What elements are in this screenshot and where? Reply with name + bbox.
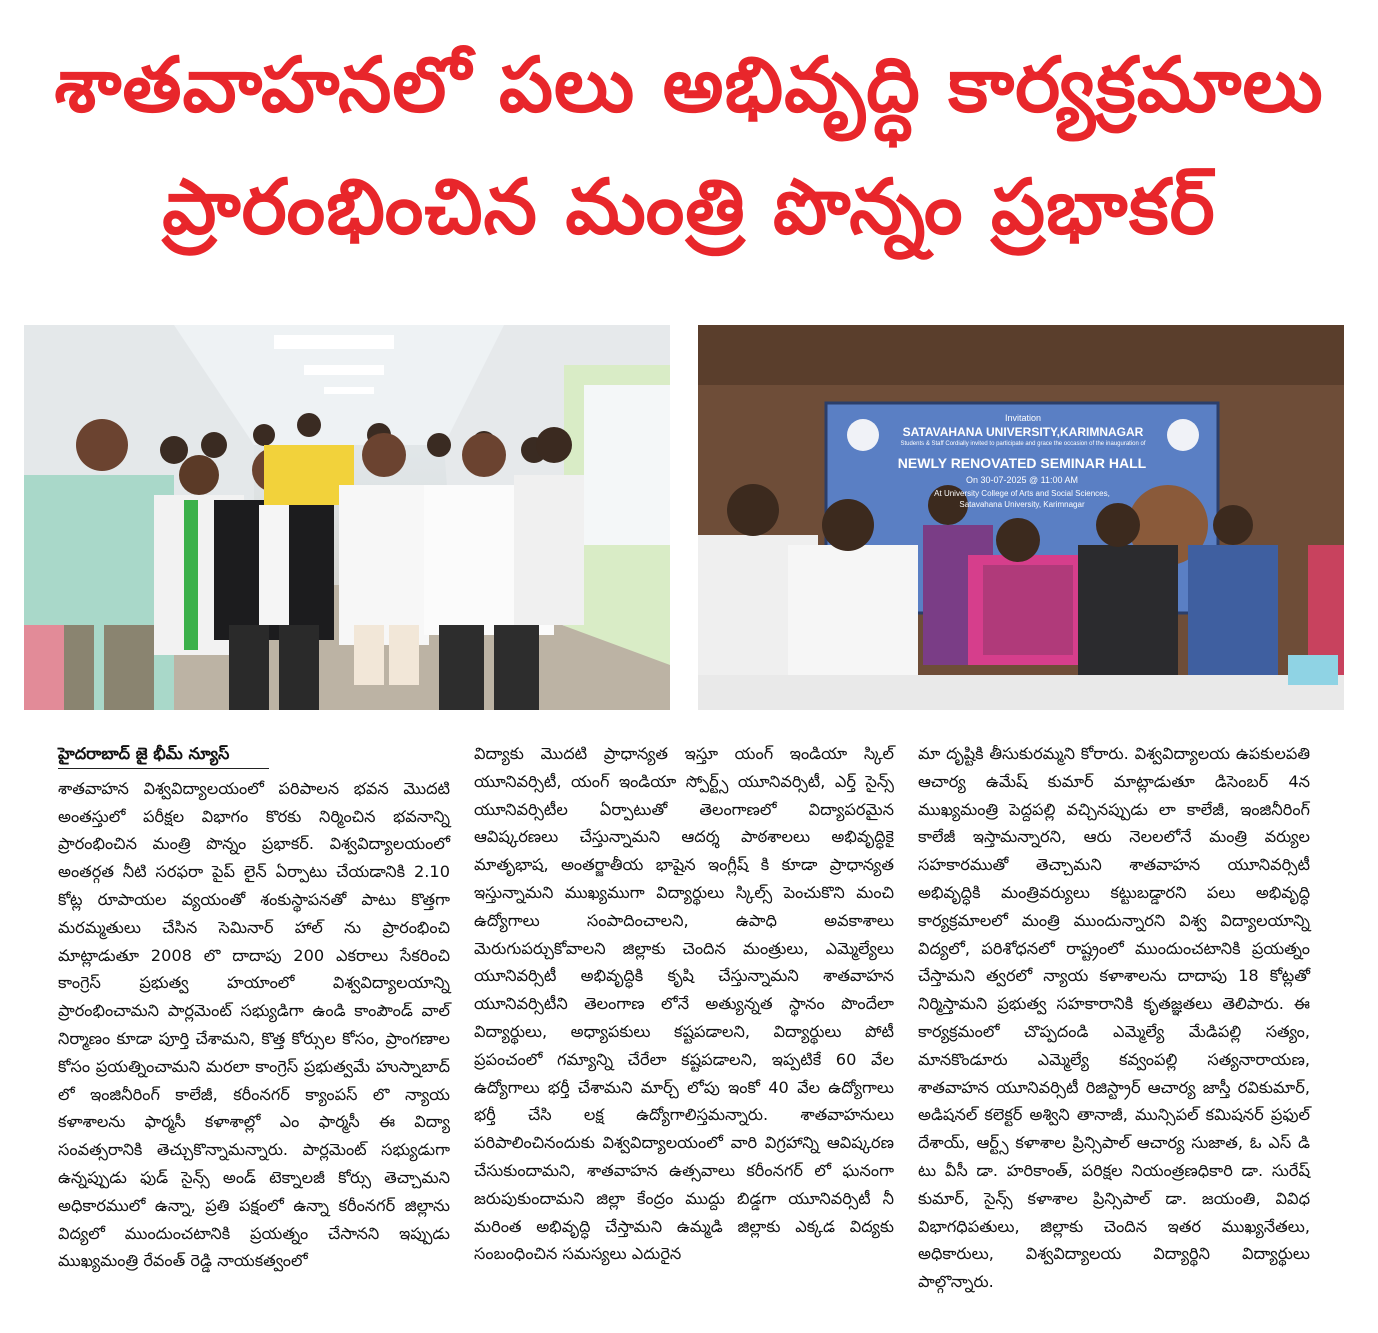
screen-subline: Students & Staff Cordially invited to participate and grace the occasion of the inauguration of bbox=[900, 441, 1146, 447]
article-column-3 bbox=[918, 740, 1310, 1296]
photo-seminar-hall bbox=[698, 325, 1344, 710]
screen-venue-1: At University College of Arts and Social Sciences, bbox=[934, 489, 1110, 498]
article-column-1 bbox=[58, 740, 450, 1275]
article-column-1-text: శాతవాహన విశ్వవిద్యాలయంలో పరిపాలన భవన మొదటి అంతస్తులో పరీక్షల విభాగం కొరకు నిర్మించిన భవనాన్ని ప్రారంభించిన మంత్రి పొన్నం ప్రభాకర్. విశ్వవిద్యాలయంలో అంతర్గత నీటి సరఫరా పైప్ లైన్ ఏర్పాటు చేయడానికి 2.10 కోట్ల రూపాయల వ్యయంతో శంకుస్థాపనతో పాటు కొత్తగా మరమ్మతులు చేసిన సెమినార్ హాల్ ను ప్రారంభించి మాట్లాడుతూ 2008 లొ దాదాపు 200 ఎకరాలు సేకరించి కాంగ్రెస్ ప్రభుత్వ హయాంలో విశ్వవిద్యాలయాన్ని ప్రారంభించామని పార్లమెంట్ సభ్యుడిగా ఉండి కాంపౌండ్ వాల్ నిర్మాణం కూడా పూర్తి చేశామని, కొత్త కోర్సుల కోసం, ప్రాంగణాల కోసం ప్రయత్నించామని మరలా కాంగ్రెస్ ప్రభుత్వమే హుస్నాబాద్ లో ఇంజినీరింగ్ కాలేజీ, కరీంనగర్ క్యాంపస్ లొ న్యాయ కళాశాలను ఫార్మసీ కళాశాల్లో ఎం ఫార్మసీ ఈ విద్యా సంవత్సరానికి తెచ్చుకొన్నామన్నారు. పార్లమెంట్ సభ్యుడుగా ఉన్నప్పుడు ఫుడ్ సైన్స్ అండ్ టెక్నాలజీ కోర్సు తెచ్చామని అధికారములో ఉన్నా, ప్రతి పక్షంలో ఉన్నా కరీంనగర్ జిల్లాను విద్యలో ముందుంచటానికి ప్రయత్నం చేసానని ఇప్పుడు ముఖ్యమంత్రి రేవంత్ రెడ్డి నాయకత్వంలో bbox=[58, 778, 450, 1271]
corridor-illustration bbox=[24, 325, 670, 710]
headline-line-2: ప్రారంభించిన మంత్రి పొన్నం ప్రభాకర్ bbox=[162, 162, 1216, 251]
screen-university: SATAVAHANA UNIVERSITY,KARIMNAGAR bbox=[902, 425, 1144, 439]
byline: హైదరాబాద్ జై భీమ్ న్యూస్ bbox=[58, 740, 269, 769]
photo-corridor-walk bbox=[24, 325, 670, 710]
headline-line-1: శాతవాహనలో పలు అభివృద్ధి కార్యక్రమాలు bbox=[54, 40, 1324, 129]
article-column-3-text: మా దృష్టికి తీసుకురమ్మని కోరారు. విశ్వవిద్యాలయ ఉపకులపతి ఆచార్య ఉమేష్ కుమార్ మాట్లాడుతూ డిసెంబర్ 4న ముఖ్యమంత్రి పెద్దపల్లి వచ్చినప్పుడు లా కాలేజీ, ఇంజినీరింగ్ కాలేజీ ఇస్తామన్నారని, ఆరు నెలలలోనే మంత్రి వర్యుల సహకారముతో తెచ్చామని శాతవాహన యూనివర్సిటీ అభివృద్ధికి మంత్రివర్యులు కట్టుబడ్డారని పలు అభివృద్ధి కార్యక్రమాలలో మంత్రి ముందున్నారని విశ్వ విద్యాలయాన్ని విద్యలో, పరిశోధనలో రాష్ట్రంలో ముందుంచటానికి ప్రయత్నం చేస్తామని త్వరలో న్యాయ కళాశాలను దాదాపు 18 కోట్లతో నిర్మిస్తామని ప్రభుత్వ సహకారానికి కృతజ్ఞతలు తెలిపారు. ఈ కార్యక్రమంలో చొప్పదండి ఎమ్మెల్యే మేడిపల్లి సత్యం, మానకొండూరు ఎమ్మెల్యే కవ్వంపల్లి సత్యనారాయణ, శాతవాహన యూనివర్సిటీ రిజిస్ట్రార్ ఆచార్య జాస్తీ రవికుమార్, అడిషనల్ కలెక్టర్ అశ్విని తానాజీ, మున్సిపల్ కమిషనర్ ప్రఫుల్ దేశాయ్, ఆర్ట్స్ కళాశాల ప్రిన్సిపాల్ ఆచార్య సుజాత, ఓ ఎస్ డి టు వీసీ డా. హరికాంత్, పరిక్షల నియంత్రణధికారి డా. సురేష్ కుమార్, సైన్స్ కళాశాల ప్రిన్సిపాల్ డా. జయంతి, వివిధ విభాగధిపతులు, జిల్లాకు చెందిన ఇతర ముఖ్యనేతలు, అధికారులు, విశ్వవిద్యాలయ విద్యార్థిని విద్యార్థులు పాల్గొన్నారు. bbox=[918, 744, 1310, 1292]
seminar-illustration bbox=[698, 325, 1344, 710]
screen-event: NEWLY RENOVATED SEMINAR HALL bbox=[897, 455, 1147, 471]
screen-invitation: Invitation bbox=[1004, 413, 1042, 423]
article-column-2-text: విద్యాకు మొదటి ప్రాధాన్యత ఇస్తూ యంగ్ ఇండియా స్కిల్ యూనివర్సిటీ, యంగ్ ఇండియా స్పోర్ట్స్ యూనివర్సిటీ, ఎర్త్ సైన్స్ యూనివర్సిటీల ఏర్పాటుతో తెలంగాణలో విద్యాపరమైన ఆవిష్కరణలు చేస్తున్నామని ఆదర్శ పాఠశాలలు అభివృద్ధికై మాతృభాష, అంతర్జాతీయ భాషైన ఇంగ్లీష్ కి కూడా ప్రాధాన్యత ఇస్తున్నామని ముఖ్యముగా విద్యార్థులు స్కిల్స్ పెంచుకొని మంచి ఉద్యోగాలు సంపాదించాలని, ఉపాధి అవకాశాలు మెరుగుపర్చుకోవాలని జిల్లాకు చెందిన మంత్రులు, ఎమ్మెల్యేలు యూనివర్సిటీ అభివృద్ధికి కృషి చేస్తున్నామని శాతవాహన యూనివర్సిటీని తెలంగాణ లోనే అత్యున్నత స్థానం పొందేలా విద్యార్థులు, అధ్యాపకులు కష్టపడాలని, విద్యార్థులు పోటీ ప్రపంచంలో గమ్యాన్ని చేరేలా కష్టపడాలని, ఇప్పటికే 60 వేల ఉద్యోగాలు భర్తీ చేశామని మార్చ్ లోపు ఇంకో 40 వేల ఉద్యోగాలు భర్తీ చేసి లక్ష ఉద్యోగాలిస్తమన్నారు. శాతవాహనులు పరిపాలించినందుకు విశ్వవిద్యాలయంలో వారి విగ్రహాన్ని ఆవిష్కరణ చేసుకుందామని, శాతవాహన ఉత్సవాలు కరీంనగర్ లో ఘనంగా జరుపుకుందామని జిల్లా కేంద్రం ముద్దు బిడ్డగా యూనివర్సిటీ నీ మరింత అభివృద్ధి చేస్తామని ఉమ్మడి జిల్లాకు ఎక్కడ విద్యకు సంబంధించిన సమస్యలు ఎదురైన bbox=[474, 744, 894, 1264]
article-column-2 bbox=[474, 740, 894, 1268]
screen-date: On 30-07-2025 @ 11:00 AM bbox=[965, 475, 1079, 485]
screen-venue-2: Satavahana University, Karimnagar bbox=[959, 500, 1085, 509]
